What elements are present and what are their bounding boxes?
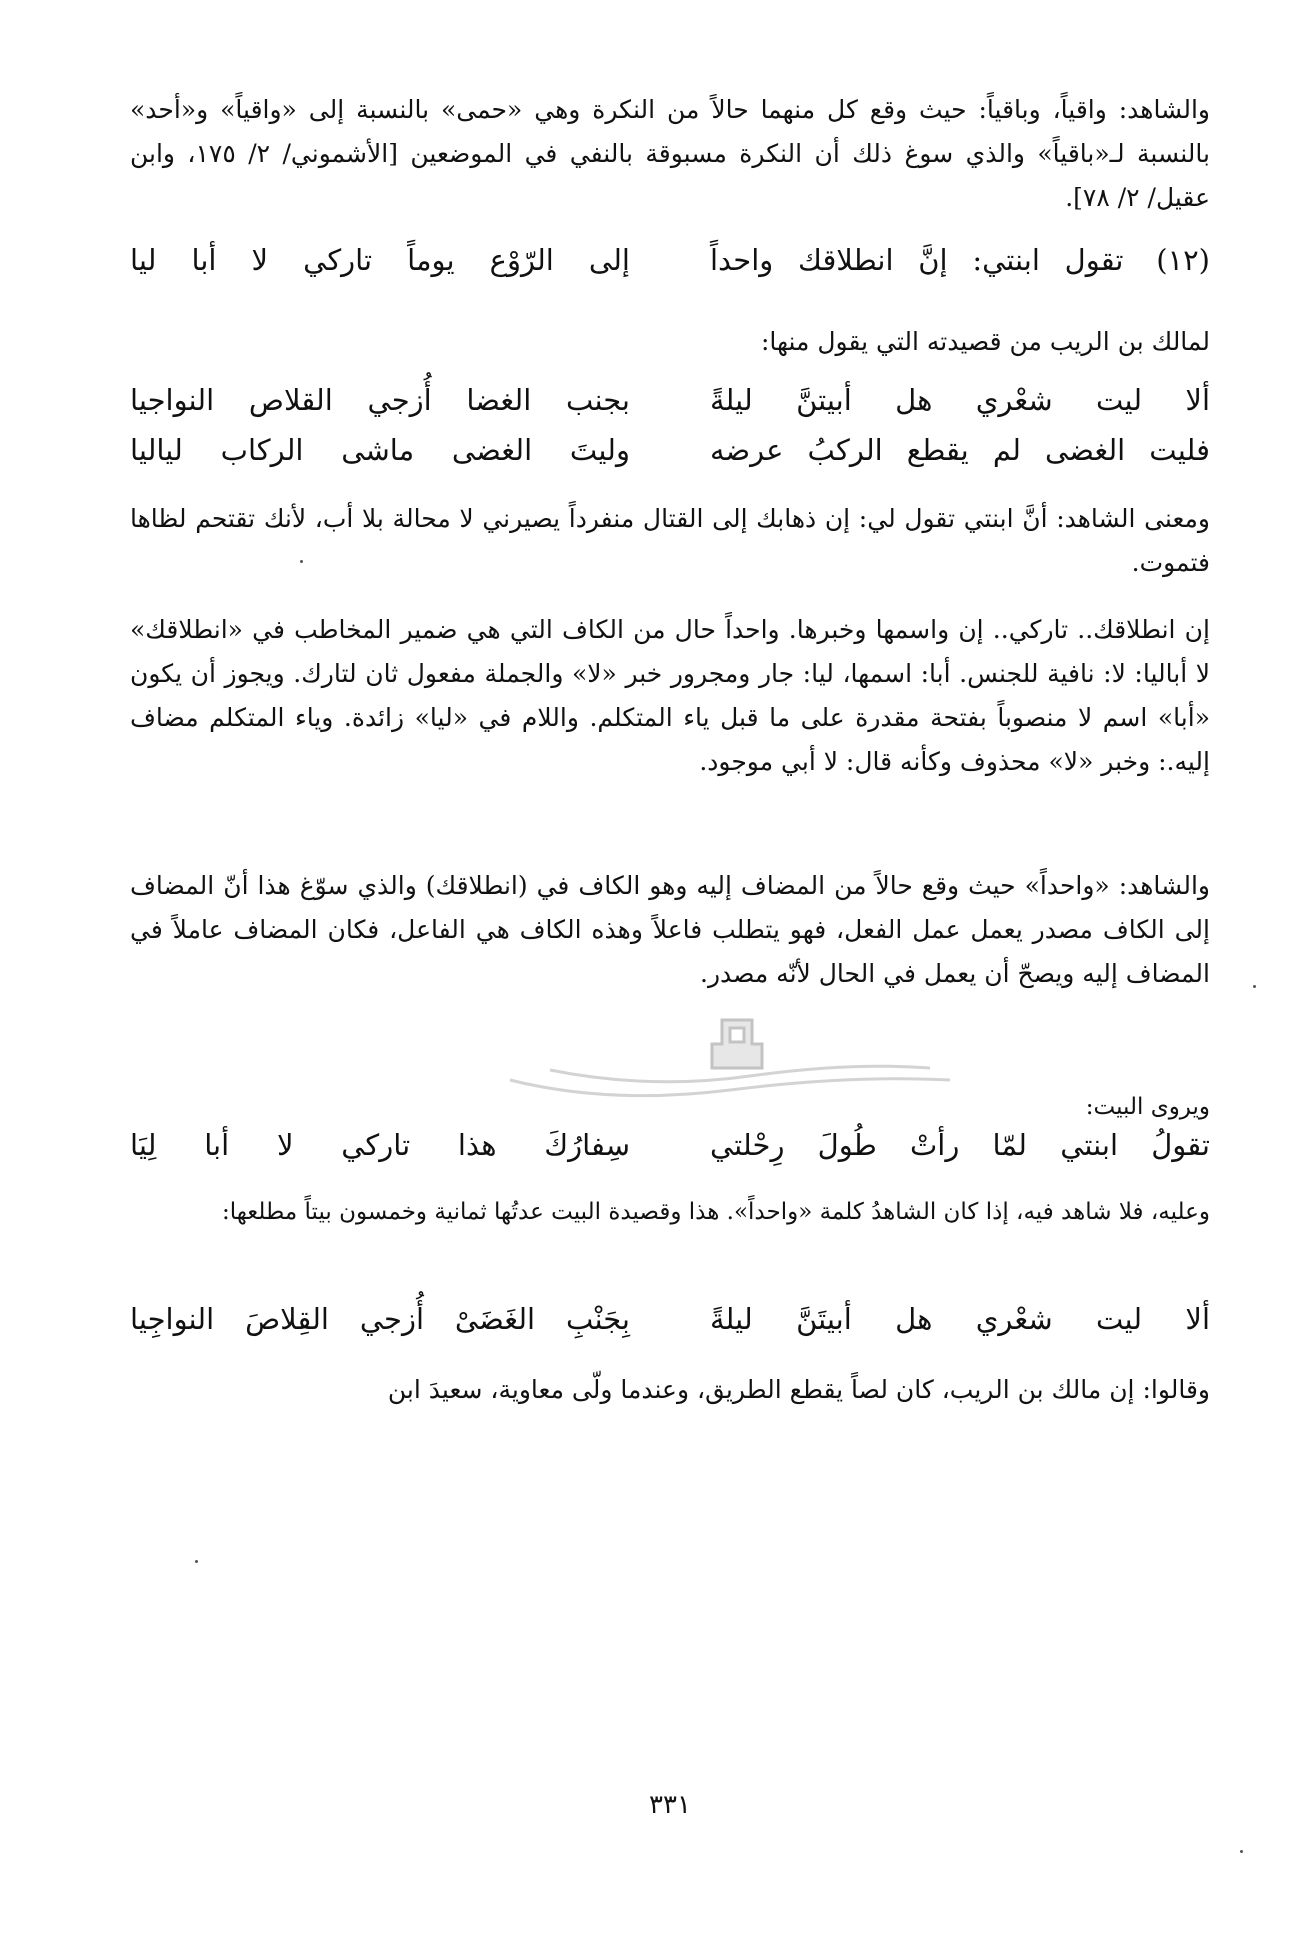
verse-b	[130, 433, 1210, 483]
verse-number: (١٢)	[1156, 243, 1210, 277]
verse-b-first-hemistich: فليت الغضى لم يقطع الركبُ عرضه	[710, 433, 1210, 467]
scan-speck	[1253, 985, 1256, 988]
verse-c-first-hemistich: تقولُ ابنتي لمّا رأتْ طُولَ رِحْلتي	[710, 1128, 1210, 1162]
verse-c	[130, 1128, 1210, 1178]
verse-a	[130, 383, 1210, 433]
scan-speck	[300, 560, 303, 563]
verse-d	[130, 1302, 1210, 1352]
paragraph-narration: ويروى البيت:	[1085, 1094, 1210, 1120]
paragraph-grammar: إن انطلاقك.. تاركي.. إن واسمها وخبرها. واحداً حال من الكاف التي هي ضمير المخاطب في «انطلاقك» لا أباليا: لا: نافية للجنس. أبا: اسمها، ليا: جار ومجرور خبر «لا» والجملة مفعول ثان لتارك. ويجوز أن يكون «أبا» اسم لا منصوباً بفتحة مقدرة على ما قبل ياء المتكلم. واللام في «ليا» زائدة. وياء المتكلم مضاف إليه.: وخبر «لا» محذوف وكأنه قال: لا أبي موجود.	[130, 615, 1210, 776]
verse-12-first-text: تقول ابنتي: إنَّ انطلاقك واحداً	[710, 243, 1124, 277]
verse-12-first-hemistich	[710, 243, 1210, 277]
verse-c-second-hemistich: سِفارُكَ هذا تاركي لا أبا لِيَا	[130, 1128, 630, 1162]
verse-a-second-hemistich: بجنب الغضا أُزجي القلاص النواجيا	[130, 383, 630, 417]
paragraph-shahid-1: والشاهد: واقياً، وباقياً: حيث وقع كل منهما حالاً من النكرة وهي «حمى» بالنسبة إلى «واقياً» و«أحد» بالنسبة لـ«باقياً» والذي سوغ ذلك أن النكرة مسبوقة بالنفي في الموضعين [الأشموني/ ٢/ ١٧٥، وابن عقيل/ ٢/ ٧٨].	[130, 95, 1210, 212]
page	[130, 0, 1210, 1933]
paragraph-shahid-2: والشاهد: «واحداً» حيث وقع حالاً من المضاف إليه وهو الكاف في (انطلاقك) والذي سوّغ هذا أنّ المضاف إلى الكاف مصدر يعمل عمل الفعل، فهو يتطلب فاعلاً وهذه الكاف هي الفاعل، فكان المضاف عاملاً في المضاف إليه ويصحّ أن يعمل في الحال لأنّه مصدر.	[130, 871, 1210, 988]
scan-speck	[1240, 1850, 1243, 1853]
paragraph-attribution: لمالك بن الريب من قصيدته التي يقول منها:	[760, 327, 1210, 356]
page-number: ٣٣١	[649, 1790, 691, 1820]
verse-b-second-hemistich: وليتَ الغضى ماشى الركاب لياليا	[130, 433, 630, 467]
verse-d-second-hemistich: بِجَنْبِ الغَضَىْ أُزجي القِلاصَ النواجِيا	[130, 1302, 630, 1336]
verse-d-first-hemistich: ألا ليت شعْري هل أبيتَنَّ ليلةً	[710, 1302, 1210, 1336]
paragraph-no-shahid: وعليه، فلا شاهد فيه، إذا كان الشاهدُ كلمة «واحداً». هذا وقصيدة البيت عدتُها ثمانية وخمسون بيتاً مطلعها:	[221, 1199, 1210, 1225]
verse-12	[130, 243, 1210, 293]
paragraph-meaning: ومعنى الشاهد: أنَّ ابنتي تقول لي: إن ذهابك إلى القتال منفرداً يصيرني لا محالة بلا أب، لأنك تقتحم لظاها فتموت.	[130, 504, 1210, 577]
scan-speck	[195, 1560, 198, 1563]
verse-a-first-hemistich: ألا ليت شعْري هل أبيتنَّ ليلةً	[710, 383, 1210, 417]
verse-12-second-hemistich: إلى الرّوْع يوماً تاركي لا أبا ليا	[130, 243, 630, 277]
paragraph-story: وقالوا: إن مالك بن الريب، كان لصاً يقطع الطريق، وعندما ولّى معاوية، سعيدَ ابن	[387, 1375, 1210, 1404]
